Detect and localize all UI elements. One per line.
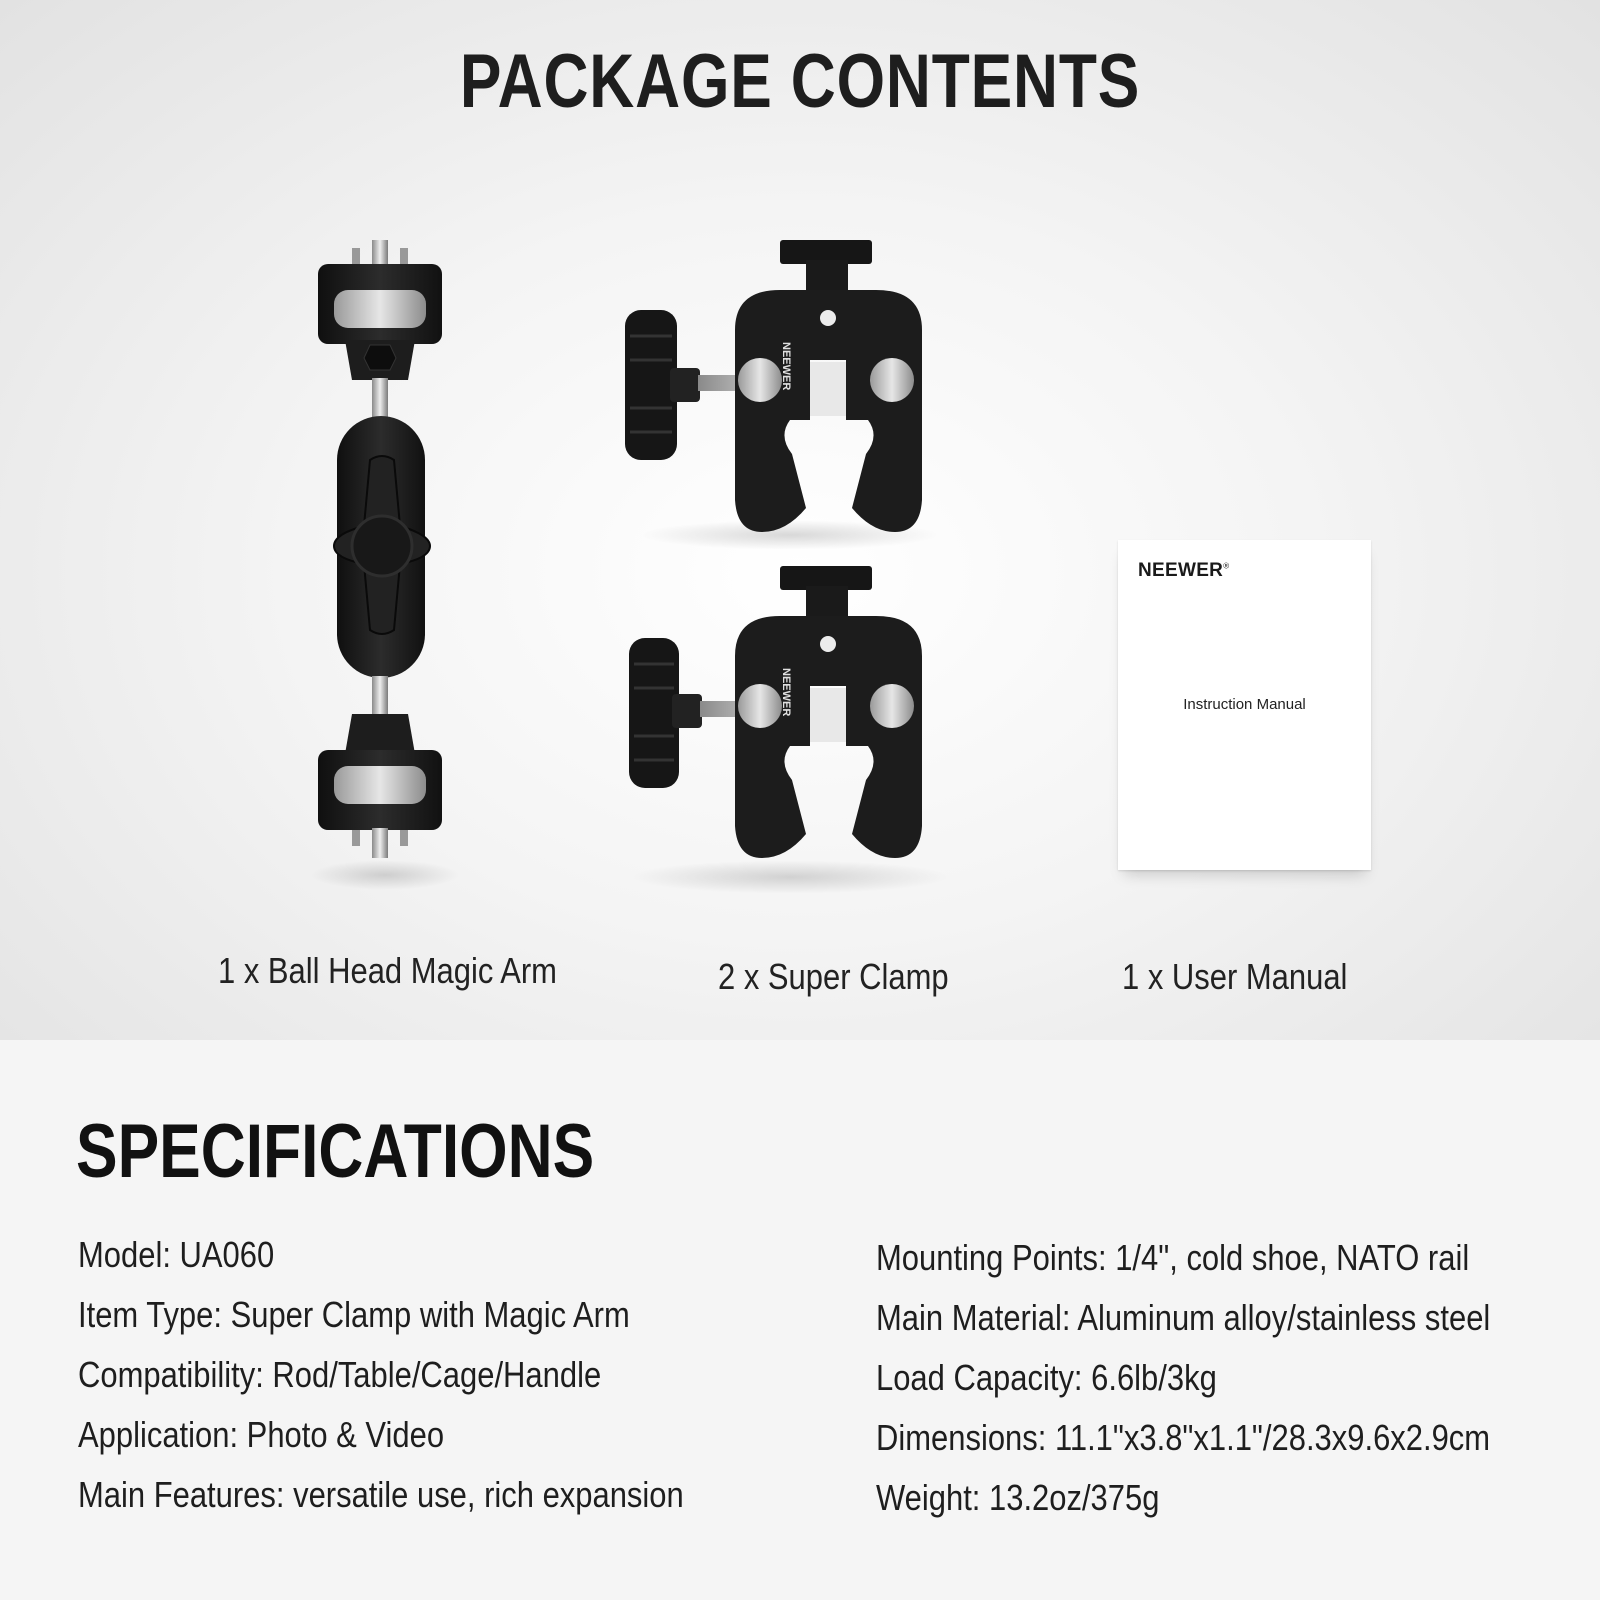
spec-left-column (78, 1225, 782, 1525)
spec-load-capacity: Load Capacity: 6.6lb/3kg (876, 1357, 1217, 1398)
clamp-brand-2: NEEWER (780, 668, 792, 717)
spec-mounting-points: Mounting Points: 1/4", cold shoe, NATO rail (876, 1237, 1470, 1278)
super-clamp-image-2 (620, 566, 960, 871)
caption-super-clamp: 2 x Super Clamp (718, 956, 949, 997)
magic-arm-image (300, 230, 470, 890)
caption-user-manual: 1 x User Manual (1122, 956, 1348, 997)
spec-weight: Weight: 13.2oz/375g (876, 1477, 1160, 1518)
spec-item-type: Item Type: Super Clamp with Magic Arm (78, 1294, 630, 1335)
spec-main-features: Main Features: versatile use, rich expansion (78, 1474, 684, 1515)
package-contents-title: PACKAGE CONTENTS (459, 39, 1141, 124)
specifications-title: SPECIFICATIONS (76, 1109, 595, 1194)
caption-magic-arm: 1 x Ball Head Magic Arm (218, 950, 557, 991)
manual-title: Instruction Manual (1183, 696, 1306, 713)
spec-right-column (876, 1228, 1590, 1528)
spec-dimensions: Dimensions: 11.1"x3.8"x1.1"/28.3x9.6x2.9cm (876, 1417, 1491, 1458)
spec-model: Model: UA060 (78, 1234, 275, 1275)
clamp-brand-1: NEEWER (780, 342, 792, 391)
spec-main-material: Main Material: Aluminum alloy/stainless steel (876, 1297, 1491, 1338)
spec-compatibility: Compatibility: Rod/Table/Cage/Handle (78, 1354, 602, 1395)
manual-brand-logo: NEEWER® (1138, 560, 1230, 581)
spec-application: Application: Photo & Video (78, 1414, 445, 1455)
user-manual-image (1118, 540, 1371, 870)
super-clamp-image-1 (620, 240, 960, 545)
